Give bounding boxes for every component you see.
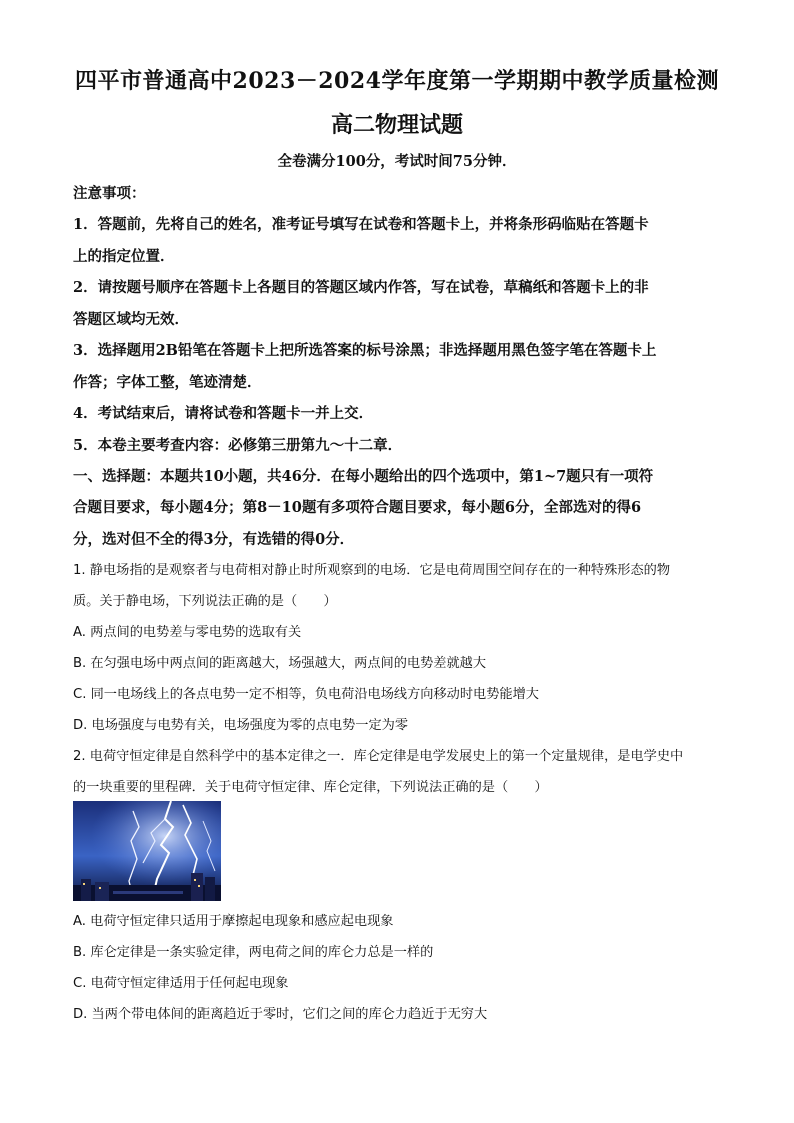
question-2-stem: 2. 电荷守恒定律是自然科学中的基本定律之一．库仑定律是电学发展史上的第一个定量规律，是电学史中 <box>73 749 684 764</box>
question-2-option-c: C. 电荷守恒定律适用于任何起电现象 <box>73 976 289 991</box>
notice-line: 3．选择题用2B铅笔在答题卡上把所选答案的标号涂黑；非选择题用黑色签字笔在答题卡上 <box>73 342 657 359</box>
section-instructions: 一、选择题：本题共10小题，共46分．在每小题给出的四个选项中，第1~7题只有一项符 <box>73 468 654 485</box>
exam-title: 四平市普通高中2023－2024学年度第一学期期中教学质量检测 <box>75 68 719 94</box>
notice-line: 4．考试结束后，请将试卷和答题卡一并上交． <box>73 405 374 422</box>
exam-subject-title: 高二物理试题 <box>330 112 463 138</box>
notice-heading: 注意事项： <box>73 185 146 202</box>
question-2-option-d: D. 当两个带电体间的距离趋近于零时，它们之间的库仑力趋近于无穷大 <box>73 1007 488 1022</box>
notice-line: 答题区域均无效． <box>73 311 189 328</box>
question-2-option-a: A. 电荷守恒定律只适用于摩擦起电现象和感应起电现象 <box>73 914 394 929</box>
question-1-option-a: A. 两点间的电势差与零电势的选取有关 <box>73 625 302 640</box>
notice-line: 1．答题前，先将自己的姓名，准考证号填写在试卷和答题卡上，并将条形码临贴在答题卡 <box>73 216 649 233</box>
lightning-illustration <box>73 801 221 901</box>
notice-line: 5．本卷主要考查内容：必修第三册第九～十二章． <box>73 437 403 454</box>
question-2-stem: 的一块重要的里程碑．关于电荷守恒定律、库仑定律，下列说法正确的是（ ） <box>73 780 548 795</box>
question-1-option-b: B. 在匀强电场中两点间的距离越大，场强越大，两点间的电势差就越大 <box>73 656 487 671</box>
section-instructions: 合题目要求，每小题4分；第8－10题有多项符合题目要求，每小题6分，全部选对的得6 <box>73 499 642 516</box>
question-1-stem: 1. 静电场指的是观察者与电荷相对静止时所观察到的电场．它是电荷周围空间存在的一种特殊形态的物 <box>73 563 671 578</box>
lightning-photo <box>73 801 221 901</box>
question-2-option-b: B. 库仑定律是一条实验定律，两电荷之间的库仑力总是一样的 <box>73 945 434 960</box>
question-1-option-c: C. 同一电场线上的各点电势一定不相等，负电荷沿电场线方向移动时电势能增大 <box>73 687 539 702</box>
notice-line: 上的指定位置． <box>73 248 175 265</box>
section-instructions: 分，选对但不全的得3分，有选错的得0分． <box>73 531 355 548</box>
notice-line: 作答；字体工整，笔迹清楚． <box>73 374 262 391</box>
notice-line: 2．请按题号顺序在答题卡上各题目的答题区域内作答，写在试卷，草稿纸和答题卡上的非 <box>73 279 649 296</box>
exam-score-time: 全卷满分100分，考试时间75分钟． <box>277 153 517 170</box>
question-1-option-d: D. 电场强度与电势有关，电场强度为零的点电势一定为零 <box>73 718 409 733</box>
question-1-stem: 质。关于静电场，下列说法正确的是（ ） <box>73 594 337 609</box>
